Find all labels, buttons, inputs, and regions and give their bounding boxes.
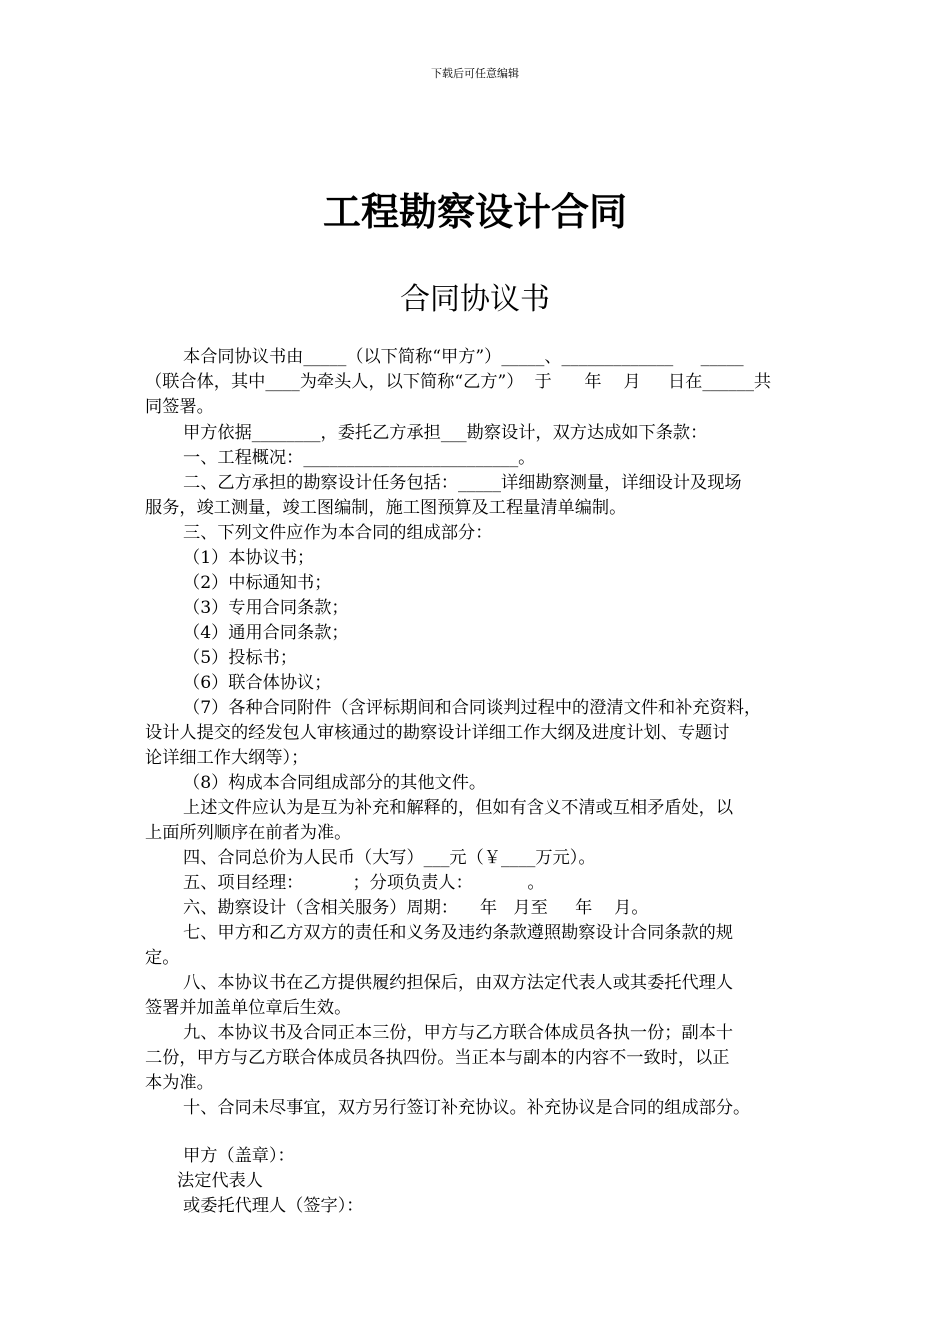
list-item: （5）投标书； bbox=[183, 648, 298, 668]
clause-9: 九、本协议书及合同正本三份，甲方与乙方联合体成员各执一份；副本十 bbox=[183, 1023, 734, 1043]
clause-10: 十、合同未尽事宜，双方另行签订补充协议。补充协议是合同的组成部分。 bbox=[183, 1098, 751, 1118]
para-1-line-2: （联合体，其中____为牵头人，以下简称“乙方”） 于 年 月 日在______共 bbox=[145, 372, 772, 392]
clause-7-cont: 定。 bbox=[145, 948, 180, 968]
clause-9-cont: 本为准。 bbox=[145, 1073, 214, 1093]
party-a-seal: 甲方（盖章）： bbox=[183, 1146, 295, 1166]
clause-8: 八、本协议书在乙方提供履约担保后，由双方法定代表人或其委托代理人 bbox=[183, 973, 734, 993]
paragraph: 上述文件应认为是互为补充和解释的，但如有含义不清或互相矛盾处，以 bbox=[183, 798, 734, 818]
clause-8-cont: 签署并加盖单位章后生效。 bbox=[145, 998, 352, 1018]
clause-3: 三、下列文件应作为本合同的组成部分： bbox=[183, 523, 493, 543]
list-item: （7）各种合同附件（含评标期间和合同谈判过程中的澄清文件和补充资料， bbox=[183, 698, 762, 718]
list-item: （6）联合体协议； bbox=[183, 673, 332, 693]
document-subtitle: 合同协议书 bbox=[400, 282, 550, 317]
legal-representative: 法定代表人 bbox=[177, 1171, 263, 1191]
list-item-cont: 论详细工作大纲等）； bbox=[145, 748, 309, 768]
list-item: （1）本协议书； bbox=[183, 548, 315, 568]
list-item: （4）通用合同条款； bbox=[183, 623, 349, 643]
list-item: （2）中标通知书； bbox=[183, 573, 332, 593]
paragraph-cont: 上面所列顺序在前者为准。 bbox=[145, 823, 352, 843]
clause-5: 五、项目经理： ；分项负责人： 。 bbox=[183, 873, 545, 893]
clause-6: 六、勘察设计（含相关服务）周期： 年 月至 年 月。 bbox=[183, 898, 649, 918]
para-2: 甲方依据________，委托乙方承担___勘察设计，双方达成如下条款： bbox=[183, 423, 708, 443]
clause-4: 四、合同总价为人民币（大写）___元（￥____万元）。 bbox=[183, 848, 596, 868]
list-item-cont: 设计人提交的经发包人审核通过的勘察设计详细工作大纲及进度计划、专题讨 bbox=[145, 723, 730, 743]
clause-9-cont: 二份，甲方与乙方联合体成员各执四份。当正本与副本的内容不一致时，以正 bbox=[145, 1048, 730, 1068]
header-note: 下载后可任意编辑 bbox=[431, 67, 519, 80]
para-1-line-1: 本合同协议书由_____（以下简称“甲方”）_____、_____________ _____ bbox=[183, 347, 744, 367]
document-title: 工程勘察设计合同 bbox=[322, 189, 627, 234]
clause-2-line-2: 服务，竣工测量，竣工图编制，施工图预算及工程量清单编制。 bbox=[145, 498, 627, 518]
list-item: （8）构成本合同组成部分的其他文件。 bbox=[183, 773, 487, 793]
para-1-line-3: 同签署。 bbox=[145, 397, 214, 417]
clause-7: 七、甲方和乙方双方的责任和义务及违约条款遵照勘察设计合同条款的规 bbox=[183, 923, 734, 943]
list-item: （3）专用合同条款； bbox=[183, 598, 349, 618]
clause-1: 一、工程概况：_________________________。 bbox=[183, 448, 536, 468]
clause-2-line-1: 二、乙方承担的勘察设计任务包括：_____详细勘察测量，详细设计及现场 bbox=[183, 473, 742, 493]
authorized-agent: 或委托代理人（签字）： bbox=[183, 1196, 364, 1216]
